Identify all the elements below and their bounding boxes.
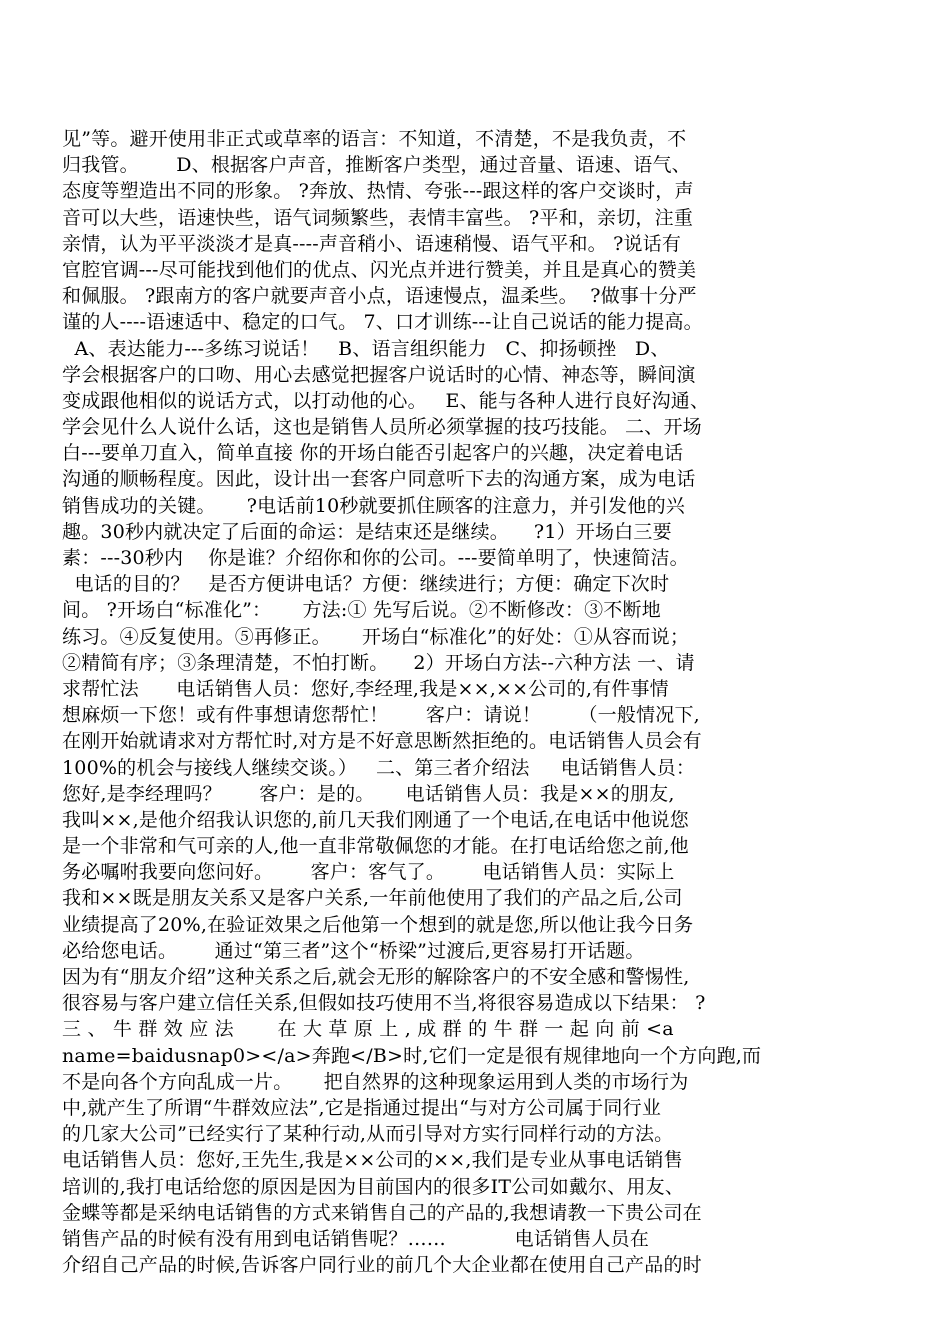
text-line: 素：---30秒内 你是谁？介绍你和你的公司。---要简单明了，快速简洁。 (62, 547, 689, 569)
text-line: 我和××既是朋友关系又是客户关系,一年前他使用了我们的产品之后,公司 (62, 887, 683, 910)
text-line: 态度等塑造出不同的形象。 ?奔放、热情、夸张---跟这样的客户交谈时，声 (62, 180, 694, 203)
text-line: 谨的人----语速适中、稳定的口气。 7、口才训练---让自己说话的能力提高。 (62, 311, 703, 334)
text-line: 亲情，认为平平淡淡才是真----声音稍小、语速稍慢、语气平和。 ?说话有 (62, 232, 682, 255)
text-line: 和佩服。 ?跟南方的客户就要声音小点，语速慢点，温柔些。 ?做事十分严 (62, 285, 697, 308)
text-line: 必给您电话。 通过“第三者”这个“桥梁”过渡后,更容易打开话题。 (62, 939, 645, 962)
text-line: 我叫××,是他介绍我认识您的,前几天我们刚通了一个电话,在电话中他说您 (62, 808, 689, 831)
text-line: 电话的目的？ 是否方便讲电话？方便：继续进行；方便：确定下次时 (62, 573, 670, 596)
text-line: 销售成功的关键。 ?电话前10秒就要抓住顾客的注意力，并引发他的兴 (62, 494, 685, 517)
text-line: 金蝶等都是采纳电话销售的方式来销售自己的产品的,我想请教一下贵公司在 (62, 1201, 702, 1224)
text-line: A、表达能力---多练习说话！ B、语言组织能力 C、抑扬顿挫 D、 (62, 337, 670, 360)
text-line: 的几家大公司”已经实行了某种行动,从而引导对方实行同样行动的方法。 (62, 1123, 674, 1146)
text-line: 业绩提高了20%,在验证效果之后他第一个想到的就是您,所以他让我今日务 (62, 913, 694, 936)
text-line: 务必嘱咐我要向您问好。 客户：客气了。 电话销售人员：实际上 (62, 861, 675, 884)
text-line: ②精简有序；③条理清楚，不怕打断。 2）开场白方法--六种方法 一、请 (62, 651, 695, 674)
text-line: 音可以大些，语速快些，语气词频繁些，表情丰富些。 ?平和，亲切，注重 (62, 206, 694, 229)
text-line: 您好,是李经理吗？ 客户：是的。 电话销售人员：我是××的朋友, (62, 782, 675, 805)
text-line: 介绍自己产品的时候,告诉客户同行业的前几个大企业都在使用自己产品的时 (62, 1254, 702, 1277)
text-line: 想麻烦一下您！或有件事想请您帮忙！ 客户：请说！ （一般情况下, (62, 704, 700, 727)
text-line: 趣。30秒内就决定了后面的命运：是结束还是继续。 ?1）开场白三要 (62, 520, 672, 543)
text-line: 求帮忙法 电话销售人员：您好,李经理,我是××,××公司的,有件事情 (62, 677, 669, 700)
text-line: 很容易与客户建立信任关系,但假如技巧使用不当,将很容易造成以下结果： ? (62, 992, 706, 1015)
text-line: 学会根据客户的口吻、用心去感觉把握客户说话时的心情、神态等，瞬间演 (62, 363, 696, 386)
text-line: 官腔官调---尽可能找到他们的优点、闪光点并进行赞美，并且是真心的赞美 (62, 258, 697, 281)
text-line: 不是向各个方向乱成一片。 把自然界的这种现象运用到人类的市场行为 (62, 1070, 689, 1093)
text-line: 在刚开始就请求对方帮忙时,对方是不好意思断然拒绝的。电话销售人员会有 (62, 730, 702, 753)
text-line: 销售产品的时候有没有用到电话销售呢？…… 电话销售人员在 (62, 1227, 650, 1250)
document-body (62, 126, 900, 1278)
text-line: 归我管。 D、根据客户声音，推断客户类型，通过音量、语速、语气、 (62, 154, 691, 177)
text-line: 见”等。避开使用非正式或草率的语言：不知道，不清楚，不是我负责，不 (62, 128, 687, 150)
text-line: 中,就产生了所谓“牛群效应法”,它是指通过提出“与对方公司属于同行业 (62, 1096, 662, 1119)
text-line: 培训的,我打电话给您的原因是因为目前国内的很多IT公司如戴尔、用友、 (62, 1175, 685, 1198)
text-line: name=baidusnap0></a>奔跑</B>时,它们一定是很有规律地向一个方向跑,而 (62, 1044, 762, 1067)
text-line: 变成跟他相似的说话方式，以打动他的心。 E、能与各种人进行良好沟通、 (62, 389, 710, 412)
text-line: 沟通的顺畅程度。因此，设计出一套客户同意听下去的沟通方案，成为电话 (62, 468, 696, 491)
text-line: 学会见什么人说什么话，这也是销售人员所必须掌握的技巧技能。 二、开场 (62, 416, 702, 439)
text-line: 练习。④反复使用。⑤再修正。 开场白“标准化”的好处：①从容而说； (62, 625, 690, 648)
text-line: 白---要单刀直入，简单直接 你的开场白能否引起客户的兴趣，决定着电话 (62, 442, 684, 465)
text-line: 因为有“朋友介绍”这种关系之后,就会无形的解除客户的不安全感和警惕性, (62, 966, 690, 988)
text-line: 三 、 牛 群 效 应 法 在 大 草 原 上 , 成 群 的 牛 群 一 起 向 前 <a (62, 1018, 674, 1041)
text-line: 间。 ?开场白“标准化”： 方法:① 先写后说。②不断修改：③不断地 (62, 599, 661, 622)
text-line: 电话销售人员：您好,王先生,我是××公司的××,我们是专业从事电话销售 (62, 1149, 683, 1172)
text-line: 是一个非常和气可亲的人,他一直非常敬佩您的才能。在打电话给您之前,他 (62, 835, 689, 858)
text-line: 100%的机会与接线人继续交谈。） 二、第三者介绍法 电话销售人员： (62, 756, 696, 779)
